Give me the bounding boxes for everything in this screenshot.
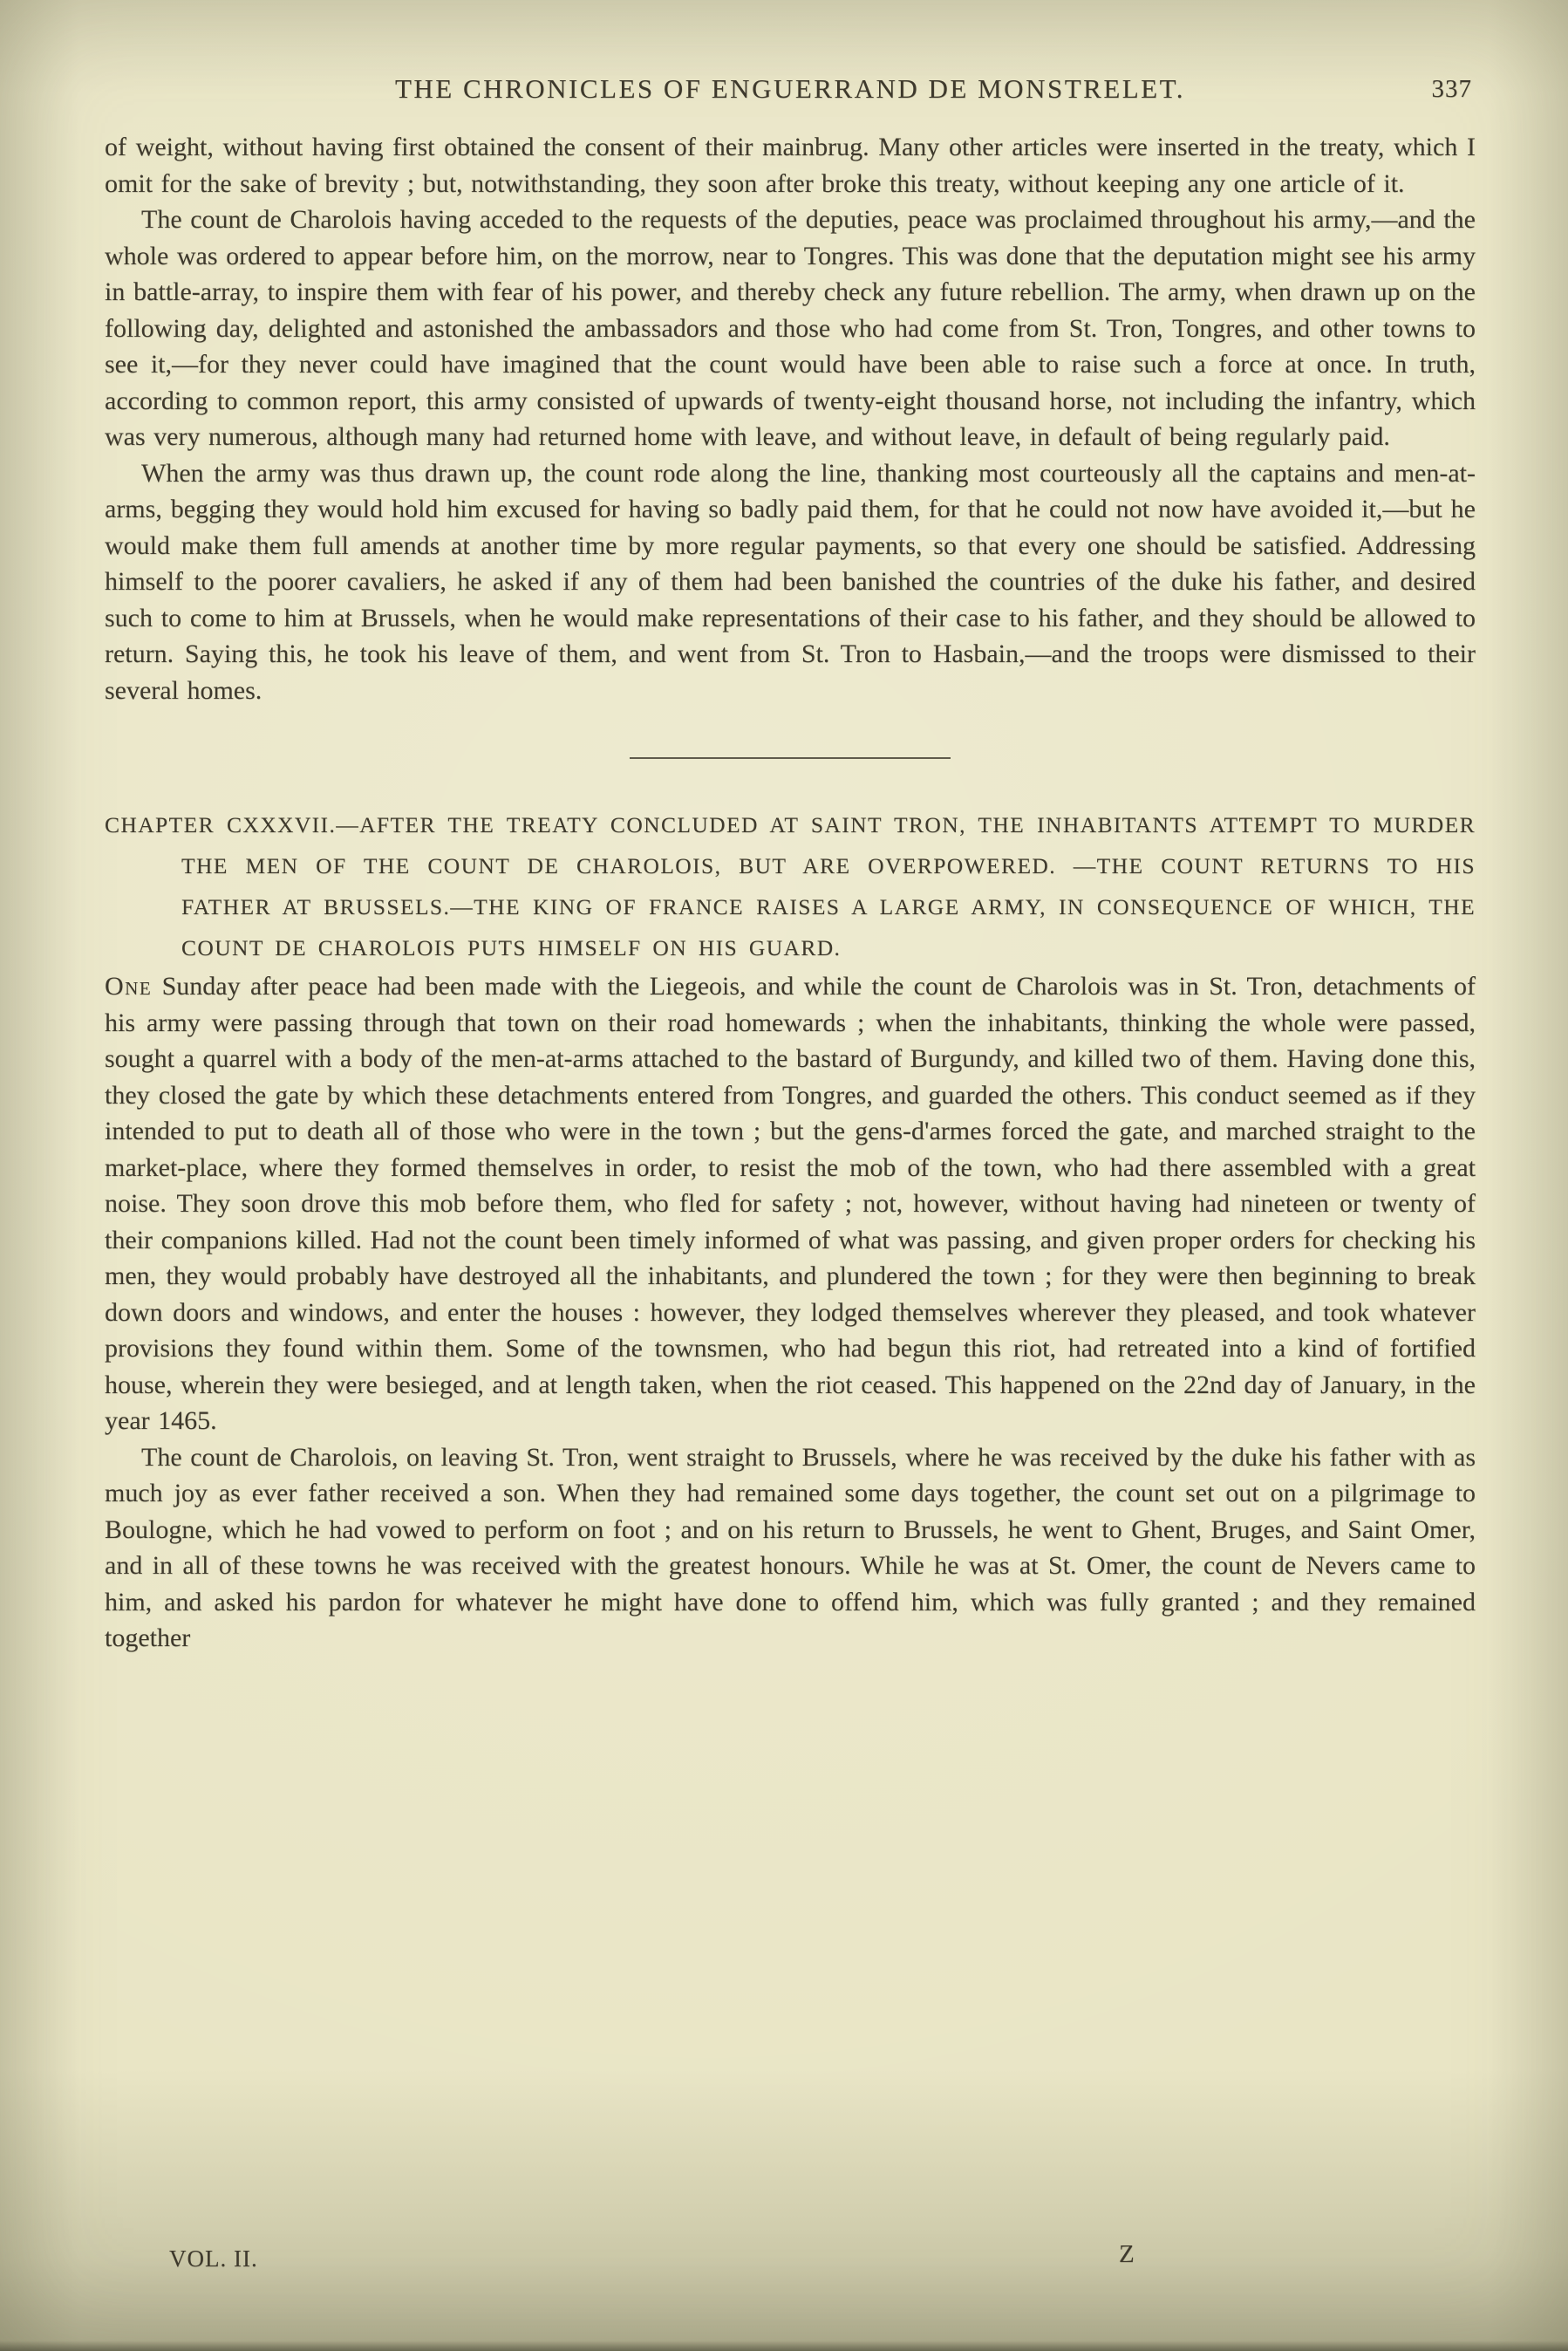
chapter-heading: CHAPTER CXXXVII.—AFTER THE TREATY CONCLUDED AT SAINT TRON, THE INHABITANTS ATTEMPT TO MURDER THE MEN OF THE COUNT DE CHAROLOIS, BUT ARE OVERPOWERED. —THE COUNT RETURNS TO HIS FATHER AT BRUSSELS.—THE KING OF FRANCE RAISES A LARGE ARMY, IN CONSEQUENCE OF WHICH, THE COUNT DE CHAROLOIS PUTS HIMSELF ON HIS GUARD. [105,812,1476,960]
volume-label: VOL. II. [169,2245,258,2272]
page-header [105,73,1476,112]
page-footer [105,2240,1476,2279]
page-number: 337 [1431,75,1472,103]
running-title: THE CHRONICLES OF ENGUERRAND DE MONSTRELET. [394,73,1186,104]
page-bottom-edge [0,2341,1568,2351]
paragraph-text: Sunday after peace had been made with the Liegeois, and while the count de Charolois was in St. Tron, detachments of his army were passing through that town on their road homewards ; when the inhabitants, thinking the whole were passed, sought a quarrel with a body of the men-at-arms attached to the bastard of Burgundy, and killed two of them. Having done this, they closed the gate by which these detachments entered from Tongres, and guarded the others. This conduct seemed as if they intended to put to death all of those who were in the town ; but the gens-d'armes forced the gate, and marched straight to the market-place, where they formed themselves in order, to resist the mob of the town, who had there assembled with a great noise. They soon drove this mob before them, who fled for safety ; not, however, without having had nineteen or twenty of their companions killed. Had not the count been timely informed of what was passing, and given proper orders for checking his men, they would probably have destroyed all the inhabitants, and plundered the town ; for they were then beginning to break down doors and windows, and enter the houses : however, they lodged themselves wherever they pleased, and took whatever provisions they found within them. Some of the townsmen, who had begun this riot, had retreated into a kind of fortified house, wherein they were besieged, and at length taken, when the riot ceased. This happened on the 22nd day of January, in the year 1465. [105,972,1476,1435]
paragraph: When the army was thus drawn up, the count rode along the line, thanking most courteously all the captains and men-at-arms, begging they would hold him excused for having so badly paid them, for that he could not now have avoided it,—but he would make them full amends at another time by more regular payments, so that every one should be satisfied. Addressing himself to the poorer cavaliers, he asked if any of them had been banished the countries of the duke his father, and desired such to come to him at Brussels, when he would make representations of their case to his father, and they should be allowed to return. Saying this, he took his leave of them, and went from St. Tron to Hasbain,—and the troops were dismissed to their several homes. [105,458,1476,705]
signature-mark: Z [1119,2240,1135,2268]
paragraph: of weight, without having first obtained the consent of their mainbrug. Many other articles were inserted in the treaty, which I omit for the sake of brevity ; but, notwithstanding, they soon after broke this treaty, without keeping any one article of it. [105,133,1476,198]
section-divider [630,757,951,759]
paragraph [105,968,1476,1439]
paragraph: The count de Charolois having acceded to the requests of the deputies, peace was proclaimed throughout his army,—and the whole was ordered to appear before him, on the morrow, near to Tongres. This was done that the deputation might see his army in battle-array, to inspire them with fear of his power, and thereby check any future rebellion. The army, when drawn up on the following day, delighted and astonished the ambassadors and those who had come from St. Tron, Tongres, and other towns to see it,—for they never could have imagined that the count would have been able to raise such a force at once. In truth, according to common report, this army consisted of upwards of twenty-eight thousand horse, not including the infantry, which was very numerous, although many had returned home with leave, and without leave, in default of being regularly paid. [105,205,1476,451]
text-block [105,129,1476,1657]
paragraph: The count de Charolois, on leaving St. Tron, went straight to Brussels, where he was received by the duke his father with as much joy as ever father received a son. When they had remained some days together, the count set out on a pilgrimage to Boulogne, which he had vowed to perform on foot ; and on his return to Brussels, he went to Ghent, Bruges, and Saint Omer, and in all of these towns he was received with the greatest honours. While he was at St. Omer, the count de Nevers came to him, and asked his pardon for whatever he might have done to offend him, which was fully granted ; and they remained together [105,1442,1476,1652]
lead-word: One [105,972,153,1001]
